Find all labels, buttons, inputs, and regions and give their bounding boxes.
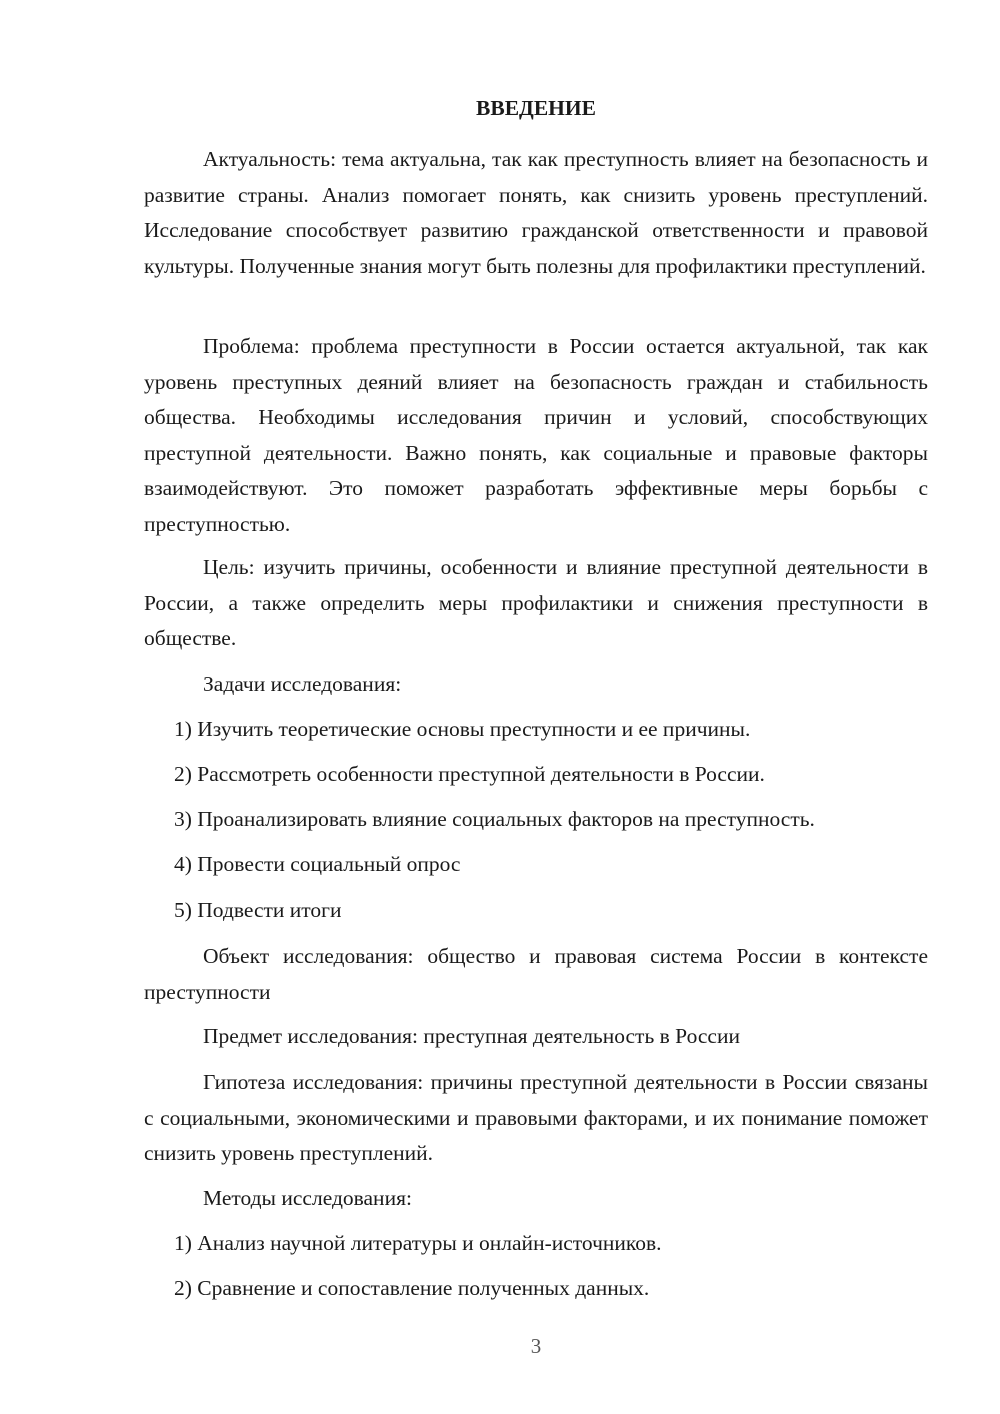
- task-item-4: 4) Провести социальный опрос: [174, 852, 461, 876]
- paragraph-relevance: Актуальность: тема актуальна, так как преступность влияет на безопасность и развитие страны. Анализ помогает понять, как снизить уровень преступлений. Исследование способствует развитию гражданской ответственности и правовой культуры. Полученные знания могут быть полезны для профилактики преступлений.: [144, 147, 928, 278]
- paragraph-goal: Цель: изучить причины, особенности и влияние преступной деятельности в России, а также определить меры профилактики и снижения преступности в обществе.: [144, 555, 928, 650]
- paragraph-hypothesis: Гипотеза исследования: причины преступной деятельности в России связаны с социальными, экономическими и правовыми факторами, и их понимание поможет снизить уровень преступлений.: [144, 1070, 928, 1165]
- task-item-5: 5) Подвести итоги: [174, 898, 342, 922]
- task-item-1: 1) Изучить теоретические основы преступности и ее причины.: [174, 717, 751, 741]
- page-number: 3: [530, 1334, 542, 1358]
- task-item-2: 2) Рассмотреть особенности преступной деятельности в России.: [174, 762, 765, 786]
- methods-heading: Методы исследования:: [203, 1186, 412, 1210]
- section-title: ВВЕДЕНИЕ: [476, 96, 596, 120]
- method-item-2: 2) Сравнение и сопоставление полученных данных.: [174, 1276, 650, 1300]
- paragraph-object: Объект исследования: общество и правовая система России в контексте преступности: [144, 944, 928, 1004]
- task-item-3: 3) Проанализировать влияние социальных факторов на преступность.: [174, 807, 815, 831]
- paragraph-problem: Проблема: проблема преступности в России остается актуальной, так как уровень преступных деяний влияет на безопасность граждан и стабильность общества. Необходимы исследования причин и условий, способствующих преступной деятельности. Важно понять, как социальные и правовые факторы взаимодействуют. Это поможет разработать эффективные меры борьбы с преступностью.: [144, 334, 928, 536]
- tasks-heading: Задачи исследования:: [203, 672, 402, 696]
- paragraph-subject: Предмет исследования: преступная деятельность в России: [203, 1024, 740, 1048]
- method-item-1: 1) Анализ научной литературы и онлайн-источников.: [174, 1231, 662, 1255]
